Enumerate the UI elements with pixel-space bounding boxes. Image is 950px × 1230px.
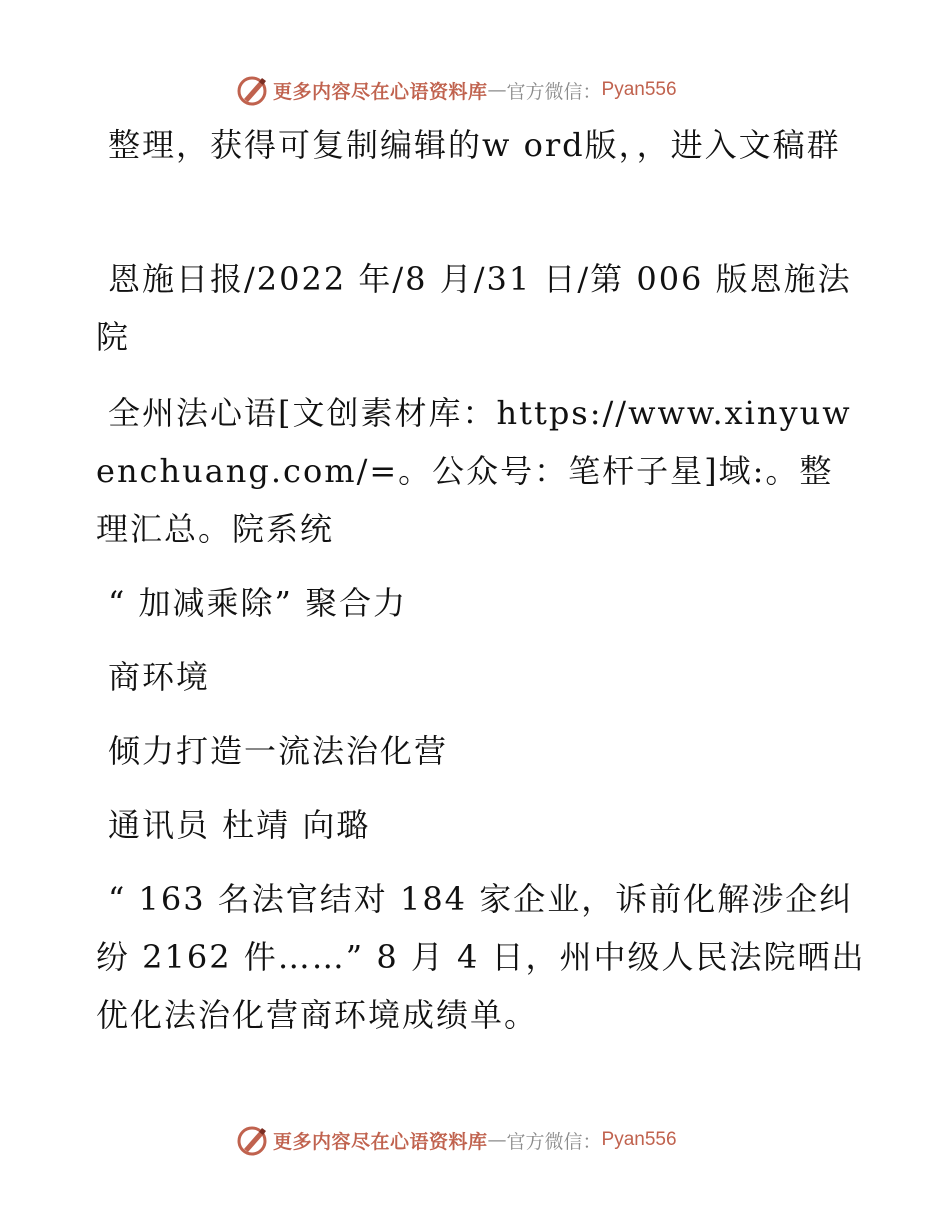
paragraph-3: 全州法心语[文创素材库：https://www.xinyuwenchuang.com/=。公众号：笔杆子星]域:。整理汇总。院系统 xyxy=(96,394,852,548)
paragraph-7: 通讯员 杜靖 向璐 xyxy=(108,806,371,844)
watermark-sub-text: 官方微信： xyxy=(506,1130,602,1153)
paragraph-1: 整理，获得可复制编辑的w ord版，，进入文稿群 xyxy=(108,126,841,164)
paragraph-8: “ 163 名法官结对 184 家企业，诉前化解涉企纠纷 2162 件……” 8 月 4 日，州中级人民法院晒出优化法治化营商环境成绩单。 xyxy=(96,880,866,1034)
paragraph-6: 倾力打造一流法治化营 xyxy=(108,732,449,770)
watermark-main-text: 更多内容尽在心语资料库 xyxy=(273,80,488,103)
paragraph-4: “ 加减乘除” 聚合力 xyxy=(108,584,408,622)
watermark-main-text: 更多内容尽在心语资料库 xyxy=(273,1130,488,1153)
watermark-id: Pyan556 xyxy=(601,1129,677,1150)
pen-logo-icon xyxy=(235,73,269,107)
watermark-dash: — xyxy=(487,79,507,101)
paragraph-5: 商环境 xyxy=(108,658,211,696)
footer-watermark xyxy=(235,1122,755,1158)
watermark-id: Pyan556 xyxy=(601,79,677,100)
watermark-sub-text: 官方微信： xyxy=(506,80,602,103)
header-watermark xyxy=(235,72,755,108)
pen-logo-icon xyxy=(235,1123,269,1157)
paragraph-2: 恩施日报/2022 年/8 月/31 日/第 006 版恩施法院 xyxy=(96,260,852,356)
watermark-dash: — xyxy=(487,1129,507,1151)
